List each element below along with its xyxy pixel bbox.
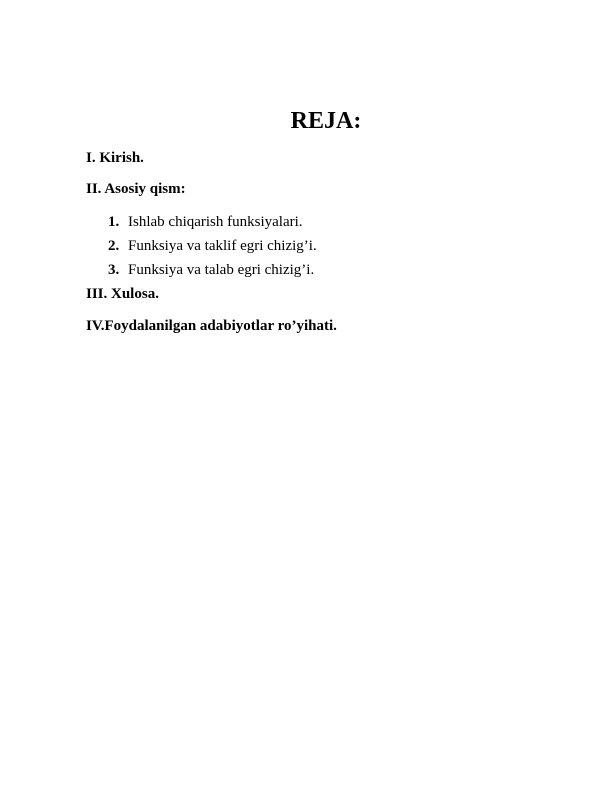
list-item xyxy=(108,234,317,258)
list-item-text: Ishlab chiqarish funksiyalari. xyxy=(128,214,303,230)
section-heading-conclusion: III. Xulosa. xyxy=(86,286,159,302)
list-item-number: 1. xyxy=(108,214,120,230)
list-item xyxy=(108,258,317,282)
main-subsection-list xyxy=(108,210,317,282)
list-item-number: 3. xyxy=(108,262,120,278)
list-item-text: Funksiya va talab egri chizig’i. xyxy=(128,262,315,278)
list-item xyxy=(108,210,317,234)
page-title: REJA: xyxy=(290,108,362,134)
section-heading-references: IV.Foydalanilgan adabiyotlar ro’yihati. xyxy=(86,318,337,334)
list-item-number: 2. xyxy=(108,238,120,254)
section-heading-intro: I. Kirish. xyxy=(86,150,144,166)
section-heading-main: II. Asosiy qism: xyxy=(86,181,186,197)
list-item-text: Funksiya va taklif egri chizig’i. xyxy=(128,238,317,254)
